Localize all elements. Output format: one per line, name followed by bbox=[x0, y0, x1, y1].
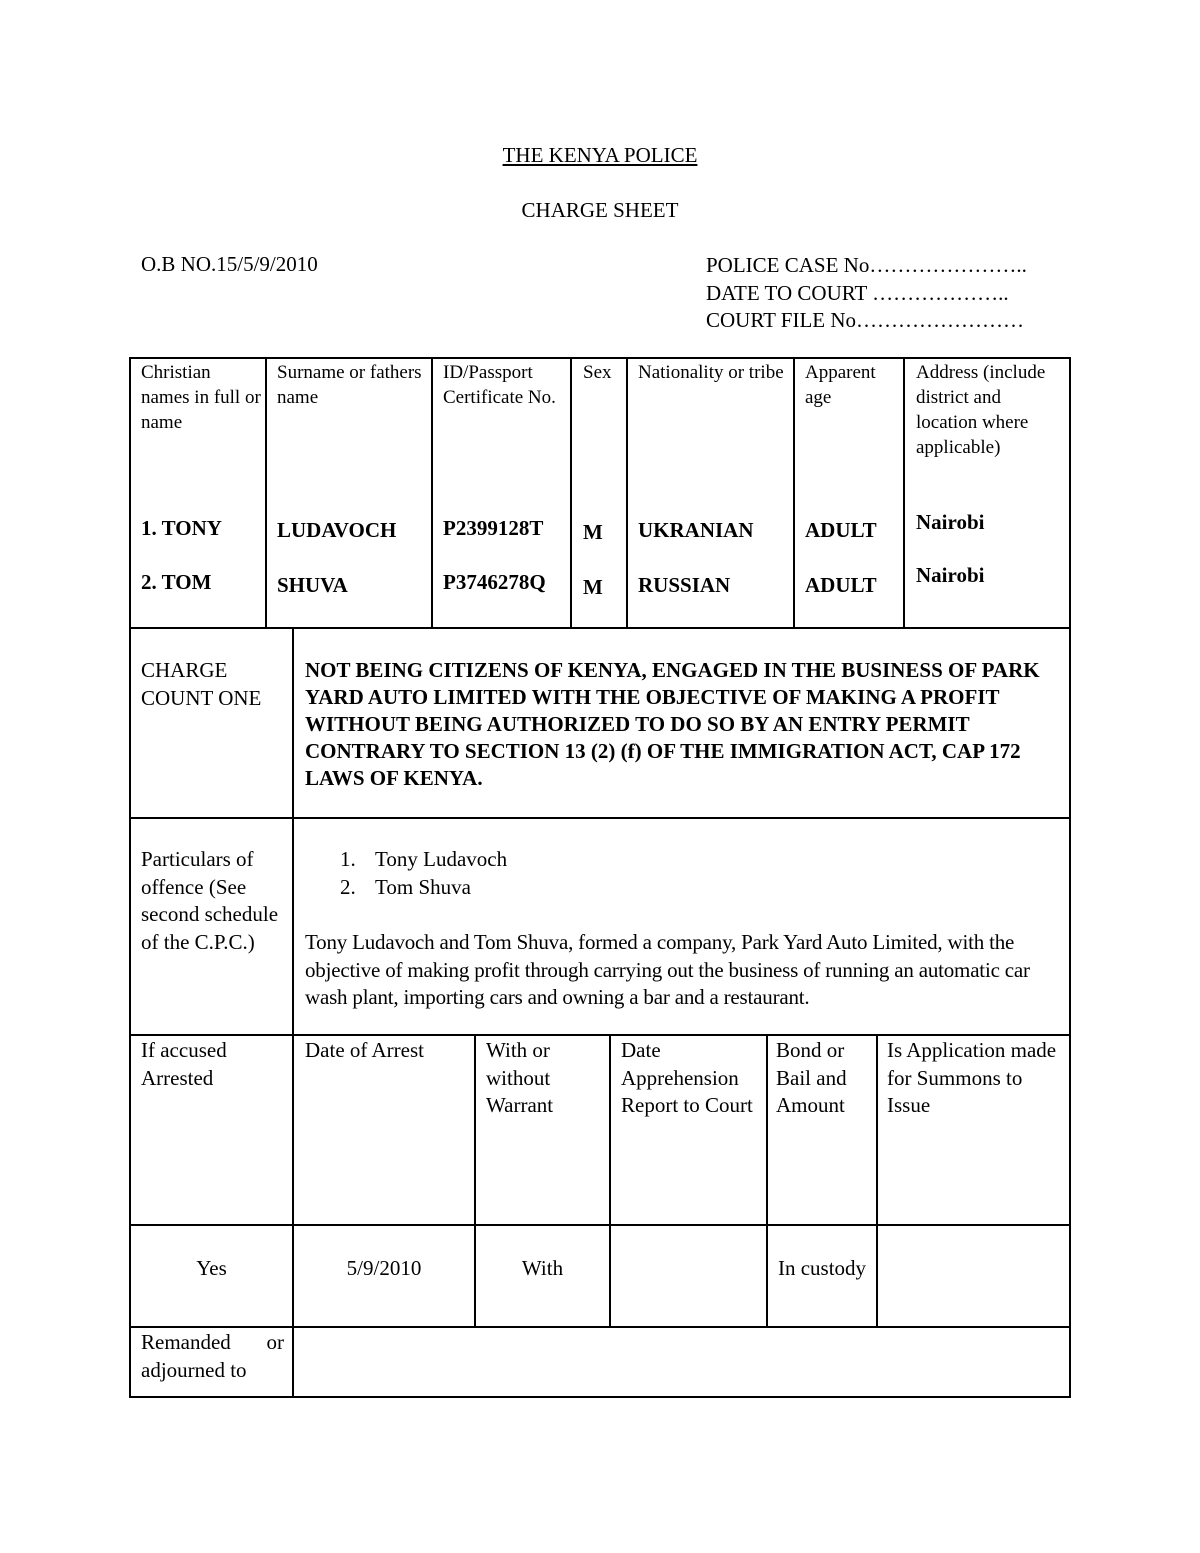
accused-2-sex: M bbox=[583, 575, 603, 599]
accused-2-name: 2. TOM bbox=[141, 570, 212, 594]
column-divider bbox=[431, 357, 433, 628]
header-apparent-age: Apparent age bbox=[805, 362, 876, 408]
table-border-top bbox=[129, 357, 1071, 359]
header-christian-names: Christian names in full or name bbox=[141, 362, 261, 433]
header-sex: Sex bbox=[583, 362, 612, 383]
police-case-no: POLICE CASE No………………….. bbox=[706, 253, 1027, 277]
value-date-of-arrest: 5/9/2010 bbox=[346, 1256, 422, 1280]
column-divider bbox=[626, 357, 628, 628]
remanded-label: Remanded or adjourned to bbox=[141, 1330, 284, 1382]
date-to-court: DATE TO COURT ……………….. bbox=[706, 280, 1009, 305]
accused-1-surname: LUDAVOCH bbox=[277, 518, 397, 542]
accused-1-name: 1. TONY bbox=[141, 516, 222, 540]
particulars-list-item-1-marker: 1. bbox=[340, 847, 356, 871]
value-warrant: With bbox=[521, 1256, 564, 1280]
header-if-arrested: If accused Arrested bbox=[141, 1038, 227, 1090]
accused-2-id: P3746278Q bbox=[443, 570, 546, 594]
table-divider bbox=[129, 627, 1071, 629]
ob-number: O.B NO.15/5/9/2010 bbox=[141, 252, 318, 276]
column-divider bbox=[903, 357, 905, 628]
case-info bbox=[706, 252, 1027, 335]
particulars-list-item-2-marker: 2. bbox=[340, 875, 356, 899]
particulars-list-item-2: Tom Shuva bbox=[375, 875, 471, 899]
accused-2-nationality: RUSSIAN bbox=[638, 573, 731, 597]
table-border-bottom bbox=[129, 1396, 1071, 1398]
column-divider bbox=[474, 1034, 476, 1328]
header-warrant: With or without Warrant bbox=[486, 1038, 554, 1117]
table-divider bbox=[129, 817, 1071, 819]
accused-1-id: P2399128T bbox=[443, 516, 544, 540]
value-bond: In custody bbox=[777, 1256, 867, 1280]
column-divider bbox=[570, 357, 572, 628]
column-divider bbox=[609, 1034, 611, 1328]
table-divider bbox=[129, 1034, 1071, 1036]
column-divider bbox=[265, 357, 267, 628]
table-border-left bbox=[129, 357, 131, 1398]
header-id-passport: ID/Passport Certificate No. bbox=[443, 362, 556, 408]
header-address: Address (include district and location where applicable) bbox=[916, 362, 1046, 458]
charge-text: NOT BEING CITIZENS OF KENYA, ENGAGED IN THE BUSINESS OF PARK YARD AUTO LIMITED WITH THE OBJECTIVE OF MAKING A PROFIT WITHOUT BEING AUTHORIZED TO DO SO BY AN ENTRY PERMIT CONTRARY TO SECTION 13 (2) (f) OF THE IMMIGRATION ACT, CAP 172 LAWS OF KENYA. bbox=[305, 658, 1040, 790]
header-summons: Is Application made for Summons to Issue bbox=[887, 1038, 1057, 1117]
column-divider bbox=[876, 1034, 878, 1328]
accused-1-age: ADULT bbox=[805, 518, 877, 542]
header-bond: Bond or Bail and Amount bbox=[776, 1038, 847, 1117]
accused-2-age: ADULT bbox=[805, 573, 877, 597]
table-divider bbox=[129, 1224, 1071, 1226]
particulars-list-item-1: Tony Ludavoch bbox=[375, 847, 508, 871]
particulars-text: Tony Ludavoch and Tom Shuva, formed a company, Park Yard Auto Limited, with the objective of making profit through carrying out the business of running an automatic car wash plant, importing cars and owning a bar and a restaurant. bbox=[305, 930, 1030, 1009]
column-divider bbox=[793, 357, 795, 628]
accused-1-address: Nairobi bbox=[916, 510, 985, 534]
document-subtitle: CHARGE SHEET bbox=[521, 198, 679, 222]
accused-2-address: Nairobi bbox=[916, 563, 985, 587]
document-title: THE KENYA POLICE bbox=[502, 143, 698, 167]
particulars-label: Particulars of offence (See second schedule of the C.P.C.) bbox=[141, 847, 279, 954]
value-if-arrested: Yes bbox=[196, 1256, 227, 1280]
accused-1-sex: M bbox=[583, 520, 603, 544]
header-date-report: Date Apprehension Report to Court bbox=[621, 1038, 753, 1117]
table-border-right bbox=[1069, 357, 1071, 1398]
court-file-no: COURT FILE No…………………… bbox=[706, 308, 1025, 332]
header-nationality: Nationality or tribe bbox=[638, 362, 784, 383]
header-surname: Surname or fathers name bbox=[277, 362, 422, 408]
accused-2-surname: SHUVA bbox=[277, 573, 348, 597]
accused-1-nationality: UKRANIAN bbox=[638, 518, 754, 542]
column-divider bbox=[766, 1034, 768, 1328]
header-date-of-arrest: Date of Arrest bbox=[305, 1038, 424, 1062]
table-divider bbox=[129, 1326, 1071, 1328]
charge-label: CHARGE COUNT ONE bbox=[141, 658, 262, 710]
